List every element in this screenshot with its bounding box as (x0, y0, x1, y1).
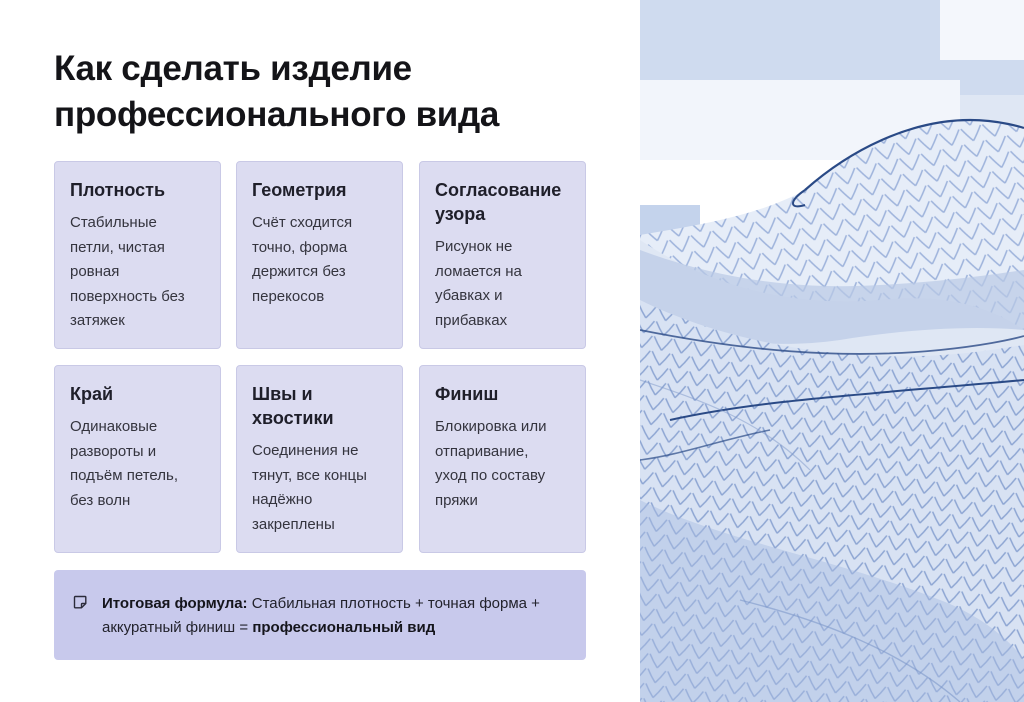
card-text: Соединения не тянут, все концы надёжно закреплены (252, 442, 367, 533)
card-title: Согласование узора (435, 180, 562, 224)
card-title: Финиш (435, 384, 499, 404)
knit-illustration (640, 0, 1024, 702)
card-title: Геометрия (252, 180, 347, 200)
card-geometry (236, 161, 403, 349)
page-title-line-1: Как сделать изделие (54, 49, 412, 88)
card-title: Край (70, 384, 114, 404)
card-pattern-matching (419, 161, 586, 349)
page-title (54, 46, 614, 138)
card-title: Плотность (70, 180, 166, 200)
card-text: Рисунок не ломается на убавках и прибавках (435, 238, 522, 329)
formula-result: профессиональный вид (252, 619, 436, 636)
formula-text: Стабильная плотность + точная форма + аккуратный финиш = (102, 595, 540, 636)
card-text: Одинаковые развороты и подъём петель, без волн (70, 418, 179, 509)
formula-label: Итоговая формула: (102, 595, 248, 612)
note-icon (73, 595, 87, 609)
card-finish (419, 365, 586, 553)
card-title: Швы и хвостики (252, 384, 334, 428)
card-text: Стабильные петли, чистая ровная поверхность без затяжек (70, 214, 185, 329)
card-edge (54, 365, 221, 553)
page-title-line-2: профессионального вида (54, 95, 500, 134)
card-density (54, 161, 221, 349)
card-seams (236, 365, 403, 553)
card-text: Блокировка или отпаривание, уход по составу пряжи (435, 418, 547, 509)
card-text: Счёт сходится точно, форма держится без перекосов (252, 214, 353, 305)
formula-callout (54, 570, 586, 660)
knitted-fabric-image (640, 0, 1024, 702)
